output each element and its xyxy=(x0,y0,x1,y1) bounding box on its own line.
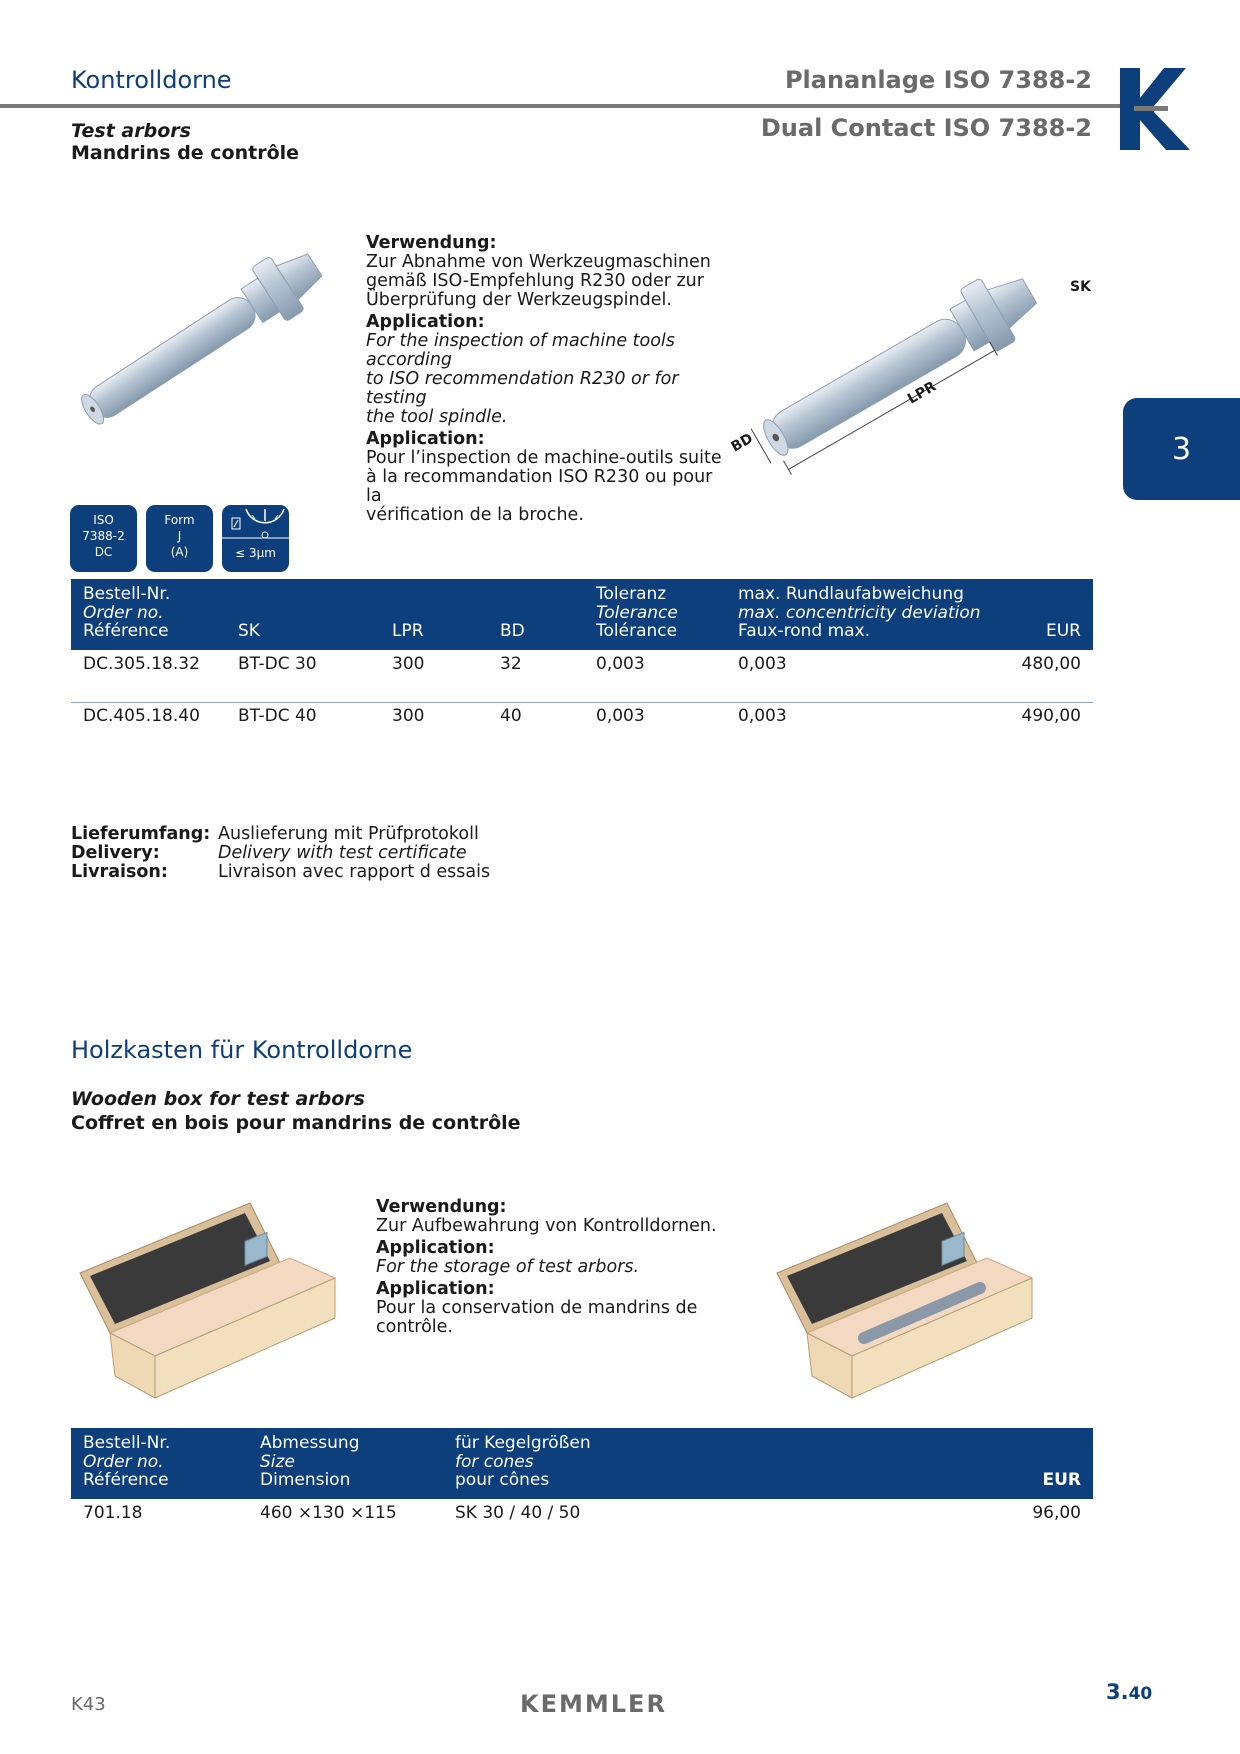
page-number xyxy=(1106,1680,1152,1704)
th-eur: EUR xyxy=(1046,621,1081,641)
th-line: Tolérance xyxy=(596,621,678,641)
th-line: Order no. xyxy=(83,602,164,623)
cell-price: 96,00 xyxy=(1032,1503,1081,1523)
sk-label: SK xyxy=(1070,279,1091,295)
test-arbor-image xyxy=(60,225,360,440)
usage-en-line: to ISO recommendation R230 or for testing xyxy=(366,369,679,408)
runout-badge xyxy=(222,505,289,572)
usage-en-heading: Application: xyxy=(376,1238,495,1258)
delivery-de-text: Auslieferung mit Prüfprotokoll xyxy=(218,824,479,844)
th-sk: SK xyxy=(238,621,260,641)
th-order xyxy=(83,1434,170,1490)
table-row[interactable] xyxy=(71,1501,1093,1531)
subtitle-fr: Mandrins de contrôle xyxy=(71,142,300,164)
th-line: for cones xyxy=(455,1451,534,1472)
header-right-subtitle: Dual Contact ISO 7388-2 xyxy=(760,114,1092,142)
lpr-label: LPR xyxy=(905,378,939,408)
bd-label: BD xyxy=(728,430,756,456)
usage-en-line: the tool spindle. xyxy=(366,407,508,427)
page-title: Kontrolldorne xyxy=(71,66,232,94)
th-line: für Kegelgrößen xyxy=(455,1433,591,1453)
th-line: max. Rundlaufabweichung xyxy=(738,584,964,604)
th-line: Toleranz xyxy=(596,584,667,604)
th-line: Abmessung xyxy=(260,1433,360,1453)
th-line: Bestell-Nr. xyxy=(83,1433,171,1453)
th-line: Dimension xyxy=(260,1470,351,1490)
usage-text-section2 xyxy=(376,1198,736,1340)
th-line: Faux-rond max. xyxy=(738,621,871,641)
cell-tolerance: 0,003 xyxy=(596,706,645,726)
usage-fr-heading: Application: xyxy=(376,1279,495,1299)
subtitle-en: Test arbors xyxy=(71,120,191,142)
th-eur: EUR xyxy=(1042,1470,1081,1490)
th-line: pour cônes xyxy=(455,1470,550,1490)
header-right-title: Plananlage ISO 7388-2 xyxy=(784,66,1092,94)
usage-en-line: For the storage of test arbors. xyxy=(376,1257,640,1277)
cell-lpr: 300 xyxy=(392,654,425,674)
cell-price: 480,00 xyxy=(1021,654,1081,674)
th-line: max. concentricity deviation xyxy=(738,602,981,623)
usage-fr-line: contrôle. xyxy=(376,1317,453,1337)
th-line: Bestell-Nr. xyxy=(83,584,171,604)
badge-line: ISO xyxy=(93,513,114,527)
cell-order: DC.405.18.40 xyxy=(83,706,200,726)
th-tolerance xyxy=(596,585,678,641)
delivery-fr-text: Livraison avec rapport d essais xyxy=(218,862,491,882)
wooden-box-with-arbor-image xyxy=(772,1198,1037,1403)
badge-line: DC xyxy=(94,545,113,559)
th-line: Tolerance xyxy=(596,602,678,623)
cell-tolerance: 0,003 xyxy=(596,654,645,674)
form-badge xyxy=(146,505,213,572)
usage-de-line: Zur Abnahme von Werkzeugmaschinen xyxy=(366,252,711,272)
usage-fr-line: à la recommandation ISO R230 ou pour la xyxy=(366,467,713,506)
cell-order: 701.18 xyxy=(83,1503,143,1523)
runout-value: ≤ 3µm xyxy=(235,546,276,560)
badge-line: Form xyxy=(164,513,195,527)
usage-fr-line: Pour l’inspection de machine-outils suite xyxy=(366,448,722,468)
header-divider xyxy=(0,104,1120,108)
row-divider xyxy=(71,702,1093,703)
cell-concentricity: 0,003 xyxy=(738,706,787,726)
delivery-de-label: Lieferumfang: xyxy=(71,824,211,844)
cell-price: 490,00 xyxy=(1021,706,1081,726)
th-concentricity xyxy=(738,585,981,641)
cell-sk: BT-DC 40 xyxy=(238,706,317,726)
iso-badge xyxy=(70,505,137,572)
table1-header xyxy=(71,579,1093,650)
th-size xyxy=(260,1434,360,1490)
dimension-drawing xyxy=(725,235,1095,480)
th-line: Référence xyxy=(83,1470,169,1490)
dial-gauge-icon xyxy=(222,505,289,545)
cell-size: 460 ×130 ×115 xyxy=(260,1503,397,1523)
usage-de-line: gemäß ISO-Empfehlung R230 oder zur xyxy=(366,271,704,291)
section2-subtitle-en: Wooden box for test arbors xyxy=(71,1088,365,1110)
delivery-en-label: Delivery: xyxy=(71,843,160,863)
usage-de-heading: Verwendung: xyxy=(366,233,497,253)
cell-cones: SK 30 / 40 / 50 xyxy=(455,1503,581,1523)
cell-bd: 32 xyxy=(500,654,522,674)
table-row[interactable] xyxy=(71,706,1093,736)
cell-order: DC.305.18.32 xyxy=(83,654,200,674)
usage-fr-line: vérification de la broche. xyxy=(366,505,584,525)
table-row[interactable] xyxy=(71,652,1093,682)
usage-de-heading: Verwendung: xyxy=(376,1197,507,1217)
section2-subtitle-fr: Coffret en bois pour mandrins de contrôle xyxy=(71,1112,521,1134)
page-number-main: 3. xyxy=(1106,1680,1129,1704)
chapter-tab[interactable]: 3 xyxy=(1123,398,1240,500)
delivery-en-text: Delivery with test certificate xyxy=(218,843,467,863)
usage-de-line: Zur Aufbewahrung von Kontrolldornen. xyxy=(376,1216,717,1236)
th-cones xyxy=(455,1434,591,1490)
cell-sk: BT-DC 30 xyxy=(238,654,317,674)
usage-fr-line: Pour la conservation de mandrins de xyxy=(376,1298,698,1318)
cell-bd: 40 xyxy=(500,706,522,726)
usage-fr-heading: Application: xyxy=(366,429,485,449)
wooden-box-empty-image xyxy=(75,1198,340,1403)
footer-brand: KEMMLER xyxy=(520,1690,667,1718)
badge-line: J xyxy=(177,529,182,543)
footer-code: K43 xyxy=(71,1694,106,1715)
usage-en-line: For the inspection of machine tools according xyxy=(366,331,675,370)
usage-text-section1 xyxy=(366,234,726,528)
usage-en-heading: Application: xyxy=(366,312,485,332)
kemmler-logo xyxy=(1120,68,1190,150)
th-line: Size xyxy=(260,1451,295,1472)
delivery-labels xyxy=(71,825,210,882)
cell-concentricity: 0,003 xyxy=(738,654,787,674)
th-line: Référence xyxy=(83,621,169,641)
th-line: Order no. xyxy=(83,1451,164,1472)
usage-de-line: Überprüfung der Werkzeugspindel. xyxy=(366,290,672,310)
table2-header xyxy=(71,1428,1093,1499)
delivery-texts xyxy=(218,825,490,882)
page-number-sub: 40 xyxy=(1128,1684,1153,1704)
badge-line: 7388-2 xyxy=(82,529,125,543)
th-order xyxy=(83,585,170,641)
delivery-fr-label: Livraison: xyxy=(71,862,168,882)
section2-title: Holzkasten für Kontrolldorne xyxy=(71,1036,413,1064)
th-lpr: LPR xyxy=(392,621,424,641)
th-bd: BD xyxy=(500,621,525,641)
badge-line: (A) xyxy=(170,545,189,559)
cell-lpr: 300 xyxy=(392,706,425,726)
